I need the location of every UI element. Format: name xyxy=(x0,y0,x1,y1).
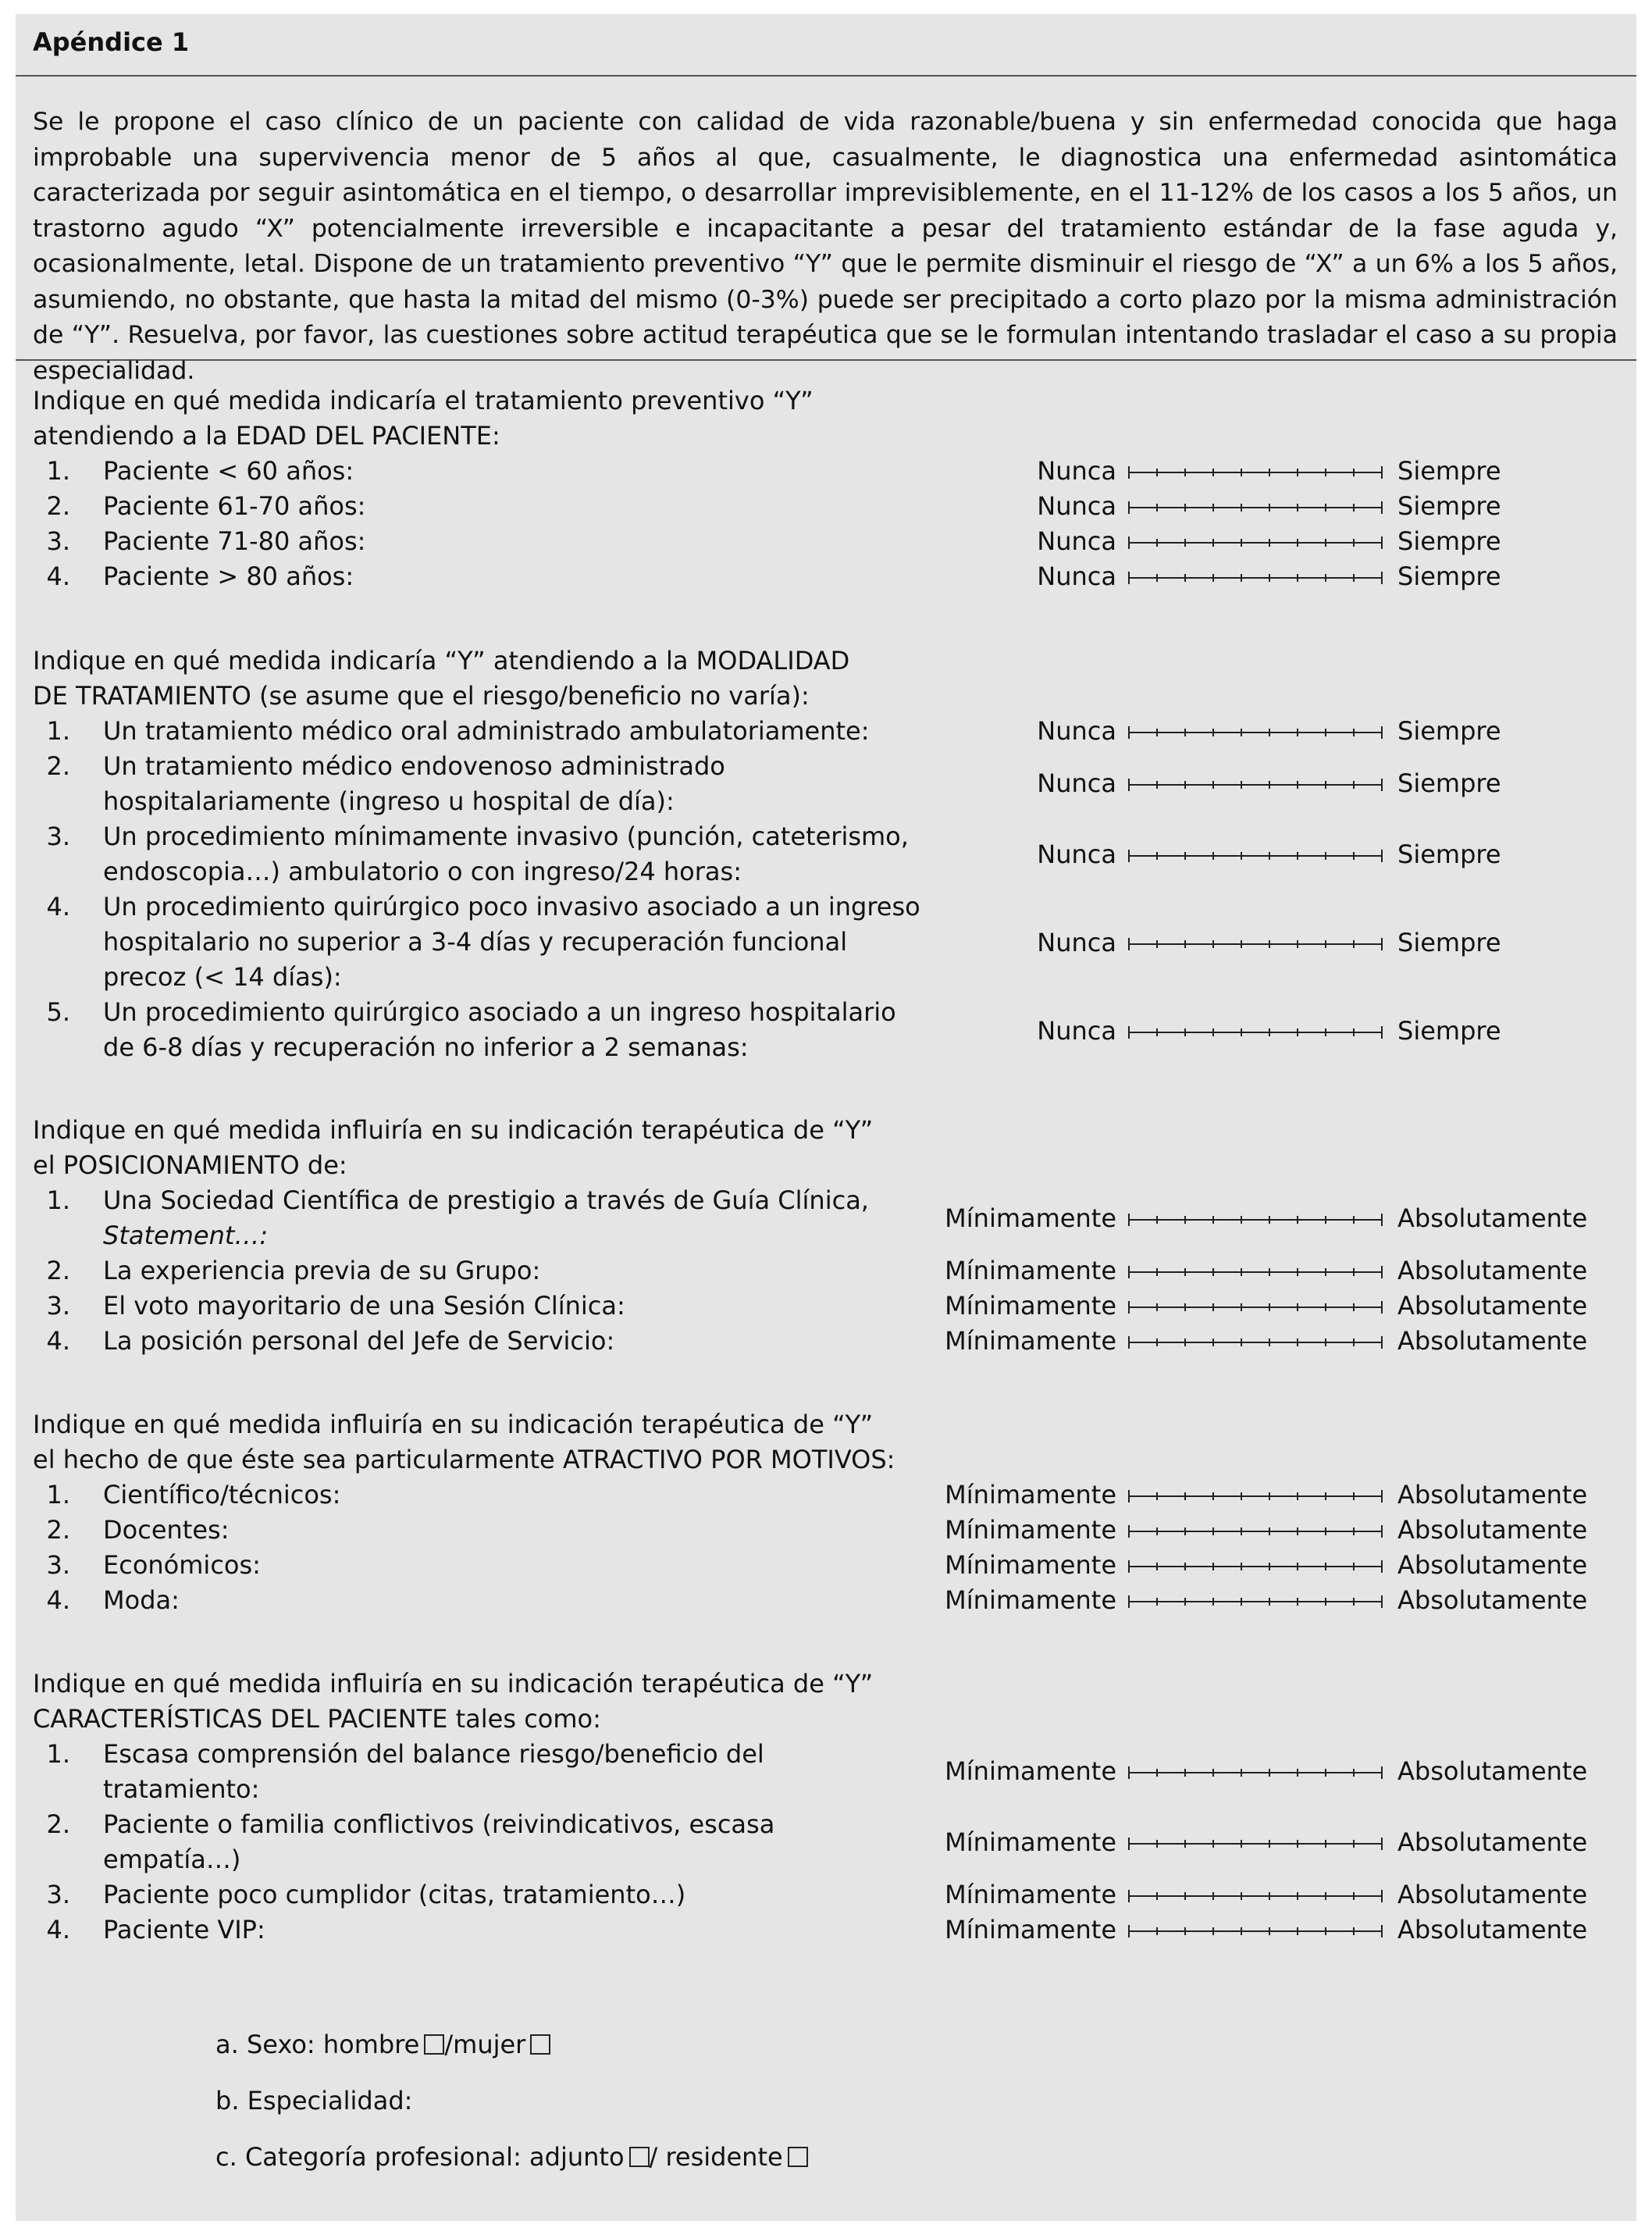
item-label: Moda: xyxy=(103,1585,180,1615)
scale-label-left: Mínimamente xyxy=(945,1827,1116,1857)
item-label: La posición personal del Jefe de Servicio: xyxy=(103,1326,615,1356)
item-number: 4. xyxy=(46,561,70,591)
item-label: Paciente poco cumplidor (citas, tratamiento…) xyxy=(103,1880,686,1909)
scale-label-left: Mínimamente xyxy=(945,1880,1116,1909)
resident-checkbox[interactable] xyxy=(788,2147,808,2167)
item-number: 3. xyxy=(46,1291,70,1321)
scale-label-left: Nunca xyxy=(1037,928,1116,957)
scale-line-icon xyxy=(1127,1879,1385,1910)
rating-scale[interactable] xyxy=(1127,1914,1385,1945)
scale-label-right: Siempre xyxy=(1397,839,1501,869)
scale-label-right: Absolutamente xyxy=(1397,1480,1588,1510)
scale-line-icon xyxy=(1127,927,1385,958)
scale-line-icon xyxy=(1127,526,1385,557)
scale-line-icon xyxy=(1127,1255,1385,1286)
scale-line-icon xyxy=(1127,1584,1385,1616)
scale-label-left: Nunca xyxy=(1037,526,1116,556)
category-label: c. Categoría profesional: adjunto xyxy=(215,2142,625,2172)
item-label: Económicos: xyxy=(103,1550,261,1580)
scale-label-left: Mínimamente xyxy=(945,1915,1116,1944)
item-label-cont: hospitalario no superior a 3-4 días y recuperación funcional xyxy=(103,927,848,957)
rating-scale[interactable] xyxy=(1127,1514,1385,1545)
attending-checkbox[interactable] xyxy=(629,2147,650,2167)
scale-label-right: Siempre xyxy=(1397,768,1501,798)
category-field xyxy=(215,2141,808,2173)
scale-label-left: Mínimamente xyxy=(945,1203,1116,1233)
item-label-cont: precoz (< 14 días): xyxy=(103,962,342,992)
scale-label-right: Absolutamente xyxy=(1397,1256,1588,1285)
scale-label-right: Absolutamente xyxy=(1397,1756,1588,1786)
scale-label-right: Absolutamente xyxy=(1397,1880,1588,1909)
scale-line-icon xyxy=(1127,1514,1385,1545)
rating-scale[interactable] xyxy=(1127,1290,1385,1321)
question-1-line-1: Indique en qué medida indicaría el tratamiento preventivo “Y” xyxy=(33,386,814,415)
sex-field xyxy=(215,2029,550,2060)
sex-label: a. Sexo: hombre xyxy=(215,2030,420,2059)
scale-line-icon xyxy=(1127,1203,1385,1234)
scale-label-right: Absolutamente xyxy=(1397,1915,1588,1944)
rating-scale[interactable] xyxy=(1127,1756,1385,1787)
scale-line-icon xyxy=(1127,1827,1385,1858)
scale-label-left: Nunca xyxy=(1037,716,1116,746)
specialty-field: b. Especialidad: xyxy=(215,2086,413,2116)
question-5-line-1: Indique en qué medida influiría en su indicación terapéutica de “Y” xyxy=(33,1669,874,1699)
question-4-line-2: el hecho de que éste sea particularmente ATRACTIVO POR MOTIVOS: xyxy=(33,1445,895,1474)
item-label: La experiencia previa de su Grupo: xyxy=(103,1256,541,1285)
scale-line-icon xyxy=(1127,1756,1385,1787)
item-label: Científico/técnicos: xyxy=(103,1480,341,1510)
item-label: Un procedimiento quirúrgico poco invasivo asociado a un ingreso xyxy=(103,892,920,921)
item-label-cont: empatía…) xyxy=(103,1845,241,1874)
item-number: 4. xyxy=(46,892,70,921)
item-number: 4. xyxy=(46,1326,70,1356)
item-label: Una Sociedad Científica de prestigio a través de Guía Clínica, xyxy=(103,1185,869,1215)
item-number: 3. xyxy=(46,526,70,556)
scale-label-left: Nunca xyxy=(1037,768,1116,798)
scale-line-icon xyxy=(1127,455,1385,487)
item-label-cont: hospitalariamente (ingreso u hospital de día): xyxy=(103,786,675,816)
scale-line-icon xyxy=(1127,1015,1385,1046)
scale-label-right: Absolutamente xyxy=(1397,1291,1588,1321)
item-label: Paciente VIP: xyxy=(103,1915,265,1944)
question-3-line-1: Indique en qué medida influiría en su indicación terapéutica de “Y” xyxy=(33,1115,874,1145)
scale-label-left: Mínimamente xyxy=(945,1480,1116,1510)
item-number: 3. xyxy=(46,1880,70,1909)
item-number: 2. xyxy=(46,1515,70,1545)
item-label-cont: de 6-8 días y recuperación no inferior a 2 semanas: xyxy=(103,1032,749,1062)
item-number: 2. xyxy=(46,491,70,521)
scale-line-icon xyxy=(1127,768,1385,799)
item-label-cont: Statement…: xyxy=(103,1221,269,1250)
sex-separator: /mujer xyxy=(444,2030,526,2059)
item-label: Un tratamiento médico endovenoso administrado xyxy=(103,751,725,781)
scale-line-icon xyxy=(1127,1325,1385,1356)
item-number: 3. xyxy=(46,822,70,851)
item-number: 2. xyxy=(46,751,70,781)
item-label: Un procedimiento mínimamente invasivo (punción, cateterismo, xyxy=(103,822,909,851)
scale-label-right: Siempre xyxy=(1397,456,1501,486)
category-separator: / residente xyxy=(649,2142,783,2172)
scale-label-left: Nunca xyxy=(1037,561,1116,591)
scale-line-icon xyxy=(1127,839,1385,870)
scale-line-icon xyxy=(1127,1914,1385,1945)
rating-scale[interactable] xyxy=(1127,1827,1385,1858)
item-label: Paciente 61-70 años: xyxy=(103,491,366,521)
male-checkbox[interactable] xyxy=(424,2034,444,2055)
scale-label-left: Mínimamente xyxy=(945,1550,1116,1580)
case-description-text: Se le propone el caso clínico de un paciente con calidad de vida razonable/buena y sin enfermedad conocida que haga improbable una supervivencia menor de 5 años al que, casualmente, le diagnostica una enfermedad asintomática caracterizada por seguir asintomática en el tiempo, o desarrollar imprevisiblemente, en el 11-12% de los casos a los 5 años, un trastorno agudo “X” potencialmente irreversible e incapacitante a pesar del tratamiento estándar de la fase aguda y, ocasionalmente, letal. Dispone de un tratamiento preventivo “Y” que le permite disminuir el riesgo de “X” a un 6% a los 5 años, asumiendo, no obstante, que hasta la mitad del mismo (0-3%) puede ser precipitado a corto plazo por la misma administración de “Y”. Resuelva, por favor, las cuestiones sobre actitud terapéutica que se le formulan intentando trasladar el caso a su propia especialidad. xyxy=(33,108,1618,385)
question-2-line-2: DE TRATAMIENTO (se asume que el riesgo/beneficio no varía): xyxy=(33,681,810,711)
scale-label-right: Absolutamente xyxy=(1397,1550,1588,1580)
item-number: 5. xyxy=(46,997,70,1027)
scale-label-left: Nunca xyxy=(1037,456,1116,486)
scale-label-right: Absolutamente xyxy=(1397,1515,1588,1545)
rating-scale[interactable] xyxy=(1127,927,1385,958)
scale-line-icon xyxy=(1127,1479,1385,1510)
scale-label-right: Siempre xyxy=(1397,716,1501,746)
question-1-line-2: atendiendo a la EDAD DEL PACIENTE: xyxy=(33,421,500,451)
scale-label-right: Siempre xyxy=(1397,526,1501,556)
appendix-title: Apéndice 1 xyxy=(33,27,190,57)
rating-scale[interactable] xyxy=(1127,768,1385,799)
scale-line-icon xyxy=(1127,561,1385,592)
scale-line-icon xyxy=(1127,1549,1385,1581)
item-label: Docentes: xyxy=(103,1515,230,1545)
female-checkbox[interactable] xyxy=(530,2034,550,2055)
rating-scale[interactable] xyxy=(1127,561,1385,592)
scale-label-left: Mínimamente xyxy=(945,1756,1116,1786)
appendix-header xyxy=(16,14,1636,77)
rating-scale[interactable] xyxy=(1127,455,1385,487)
scale-label-right: Siempre xyxy=(1397,1016,1501,1046)
item-number: 1. xyxy=(46,1480,70,1510)
rating-scale[interactable] xyxy=(1127,1203,1385,1234)
appendix-panel xyxy=(16,14,1636,2221)
question-4-line-1: Indique en qué medida influiría en su indicación terapéutica de “Y” xyxy=(33,1410,874,1439)
rating-scale[interactable] xyxy=(1127,1479,1385,1510)
rating-scale[interactable] xyxy=(1127,1584,1385,1616)
item-label: El voto mayoritario de una Sesión Clínica: xyxy=(103,1291,625,1321)
item-label: Paciente > 80 años: xyxy=(103,561,354,591)
scale-label-right: Siempre xyxy=(1397,491,1501,521)
scale-line-icon xyxy=(1127,1290,1385,1321)
question-3-line-2: el POSICIONAMIENTO de: xyxy=(33,1150,347,1180)
item-label: Escasa comprensión del balance riesgo/beneficio del xyxy=(103,1739,764,1769)
question-5-line-2: CARACTERÍSTICAS DEL PACIENTE tales como: xyxy=(33,1704,601,1734)
question-2-line-1: Indique en qué medida indicaría “Y” atendiendo a la MODALIDAD xyxy=(33,646,850,675)
scale-label-left: Mínimamente xyxy=(945,1585,1116,1615)
item-number: 2. xyxy=(46,1256,70,1285)
rating-scale[interactable] xyxy=(1127,1015,1385,1046)
scale-label-left: Mínimamente xyxy=(945,1326,1116,1356)
item-label: Paciente 71-80 años: xyxy=(103,526,366,556)
item-label: Paciente < 60 años: xyxy=(103,456,354,486)
rating-scale[interactable] xyxy=(1127,490,1385,522)
scale-label-right: Absolutamente xyxy=(1397,1585,1588,1615)
scale-label-left: Nunca xyxy=(1037,491,1116,521)
scale-label-right: Absolutamente xyxy=(1397,1326,1588,1356)
rating-scale[interactable] xyxy=(1127,839,1385,870)
scale-label-right: Absolutamente xyxy=(1397,1827,1588,1857)
rating-scale[interactable] xyxy=(1127,1325,1385,1356)
item-label: Un tratamiento médico oral administrado ambulatoriamente: xyxy=(103,716,870,746)
item-number: 3. xyxy=(46,1550,70,1580)
rating-scale[interactable] xyxy=(1127,526,1385,557)
rating-scale[interactable] xyxy=(1127,1879,1385,1910)
item-number: 1. xyxy=(46,716,70,746)
scale-line-icon xyxy=(1127,715,1385,747)
scale-label-left: Nunca xyxy=(1037,839,1116,869)
item-number: 4. xyxy=(46,1915,70,1944)
scale-label-right: Absolutamente xyxy=(1397,1203,1588,1233)
scale-label-left: Mínimamente xyxy=(945,1256,1116,1285)
item-number: 4. xyxy=(46,1585,70,1615)
rating-scale[interactable] xyxy=(1127,715,1385,747)
item-number: 1. xyxy=(46,1185,70,1215)
scale-label-left: Mínimamente xyxy=(945,1515,1116,1545)
case-description xyxy=(16,77,1636,385)
rating-scale[interactable] xyxy=(1127,1255,1385,1286)
scale-label-right: Siempre xyxy=(1397,561,1501,591)
item-number: 1. xyxy=(46,456,70,486)
item-label: Paciente o familia conflictivos (reivindicativos, escasa xyxy=(103,1809,775,1839)
item-number: 1. xyxy=(46,1739,70,1769)
item-label-cont: tratamiento: xyxy=(103,1774,260,1804)
item-number: 2. xyxy=(46,1809,70,1839)
scale-label-left: Mínimamente xyxy=(945,1291,1116,1321)
item-label-cont: endoscopia…) ambulatorio o con ingreso/24 horas: xyxy=(103,857,742,886)
item-label: Un procedimiento quirúrgico asociado a un ingreso hospitalario xyxy=(103,997,896,1027)
scale-label-left: Nunca xyxy=(1037,1016,1116,1046)
rating-scale[interactable] xyxy=(1127,1549,1385,1581)
scale-line-icon xyxy=(1127,490,1385,522)
scale-label-right: Siempre xyxy=(1397,928,1501,957)
